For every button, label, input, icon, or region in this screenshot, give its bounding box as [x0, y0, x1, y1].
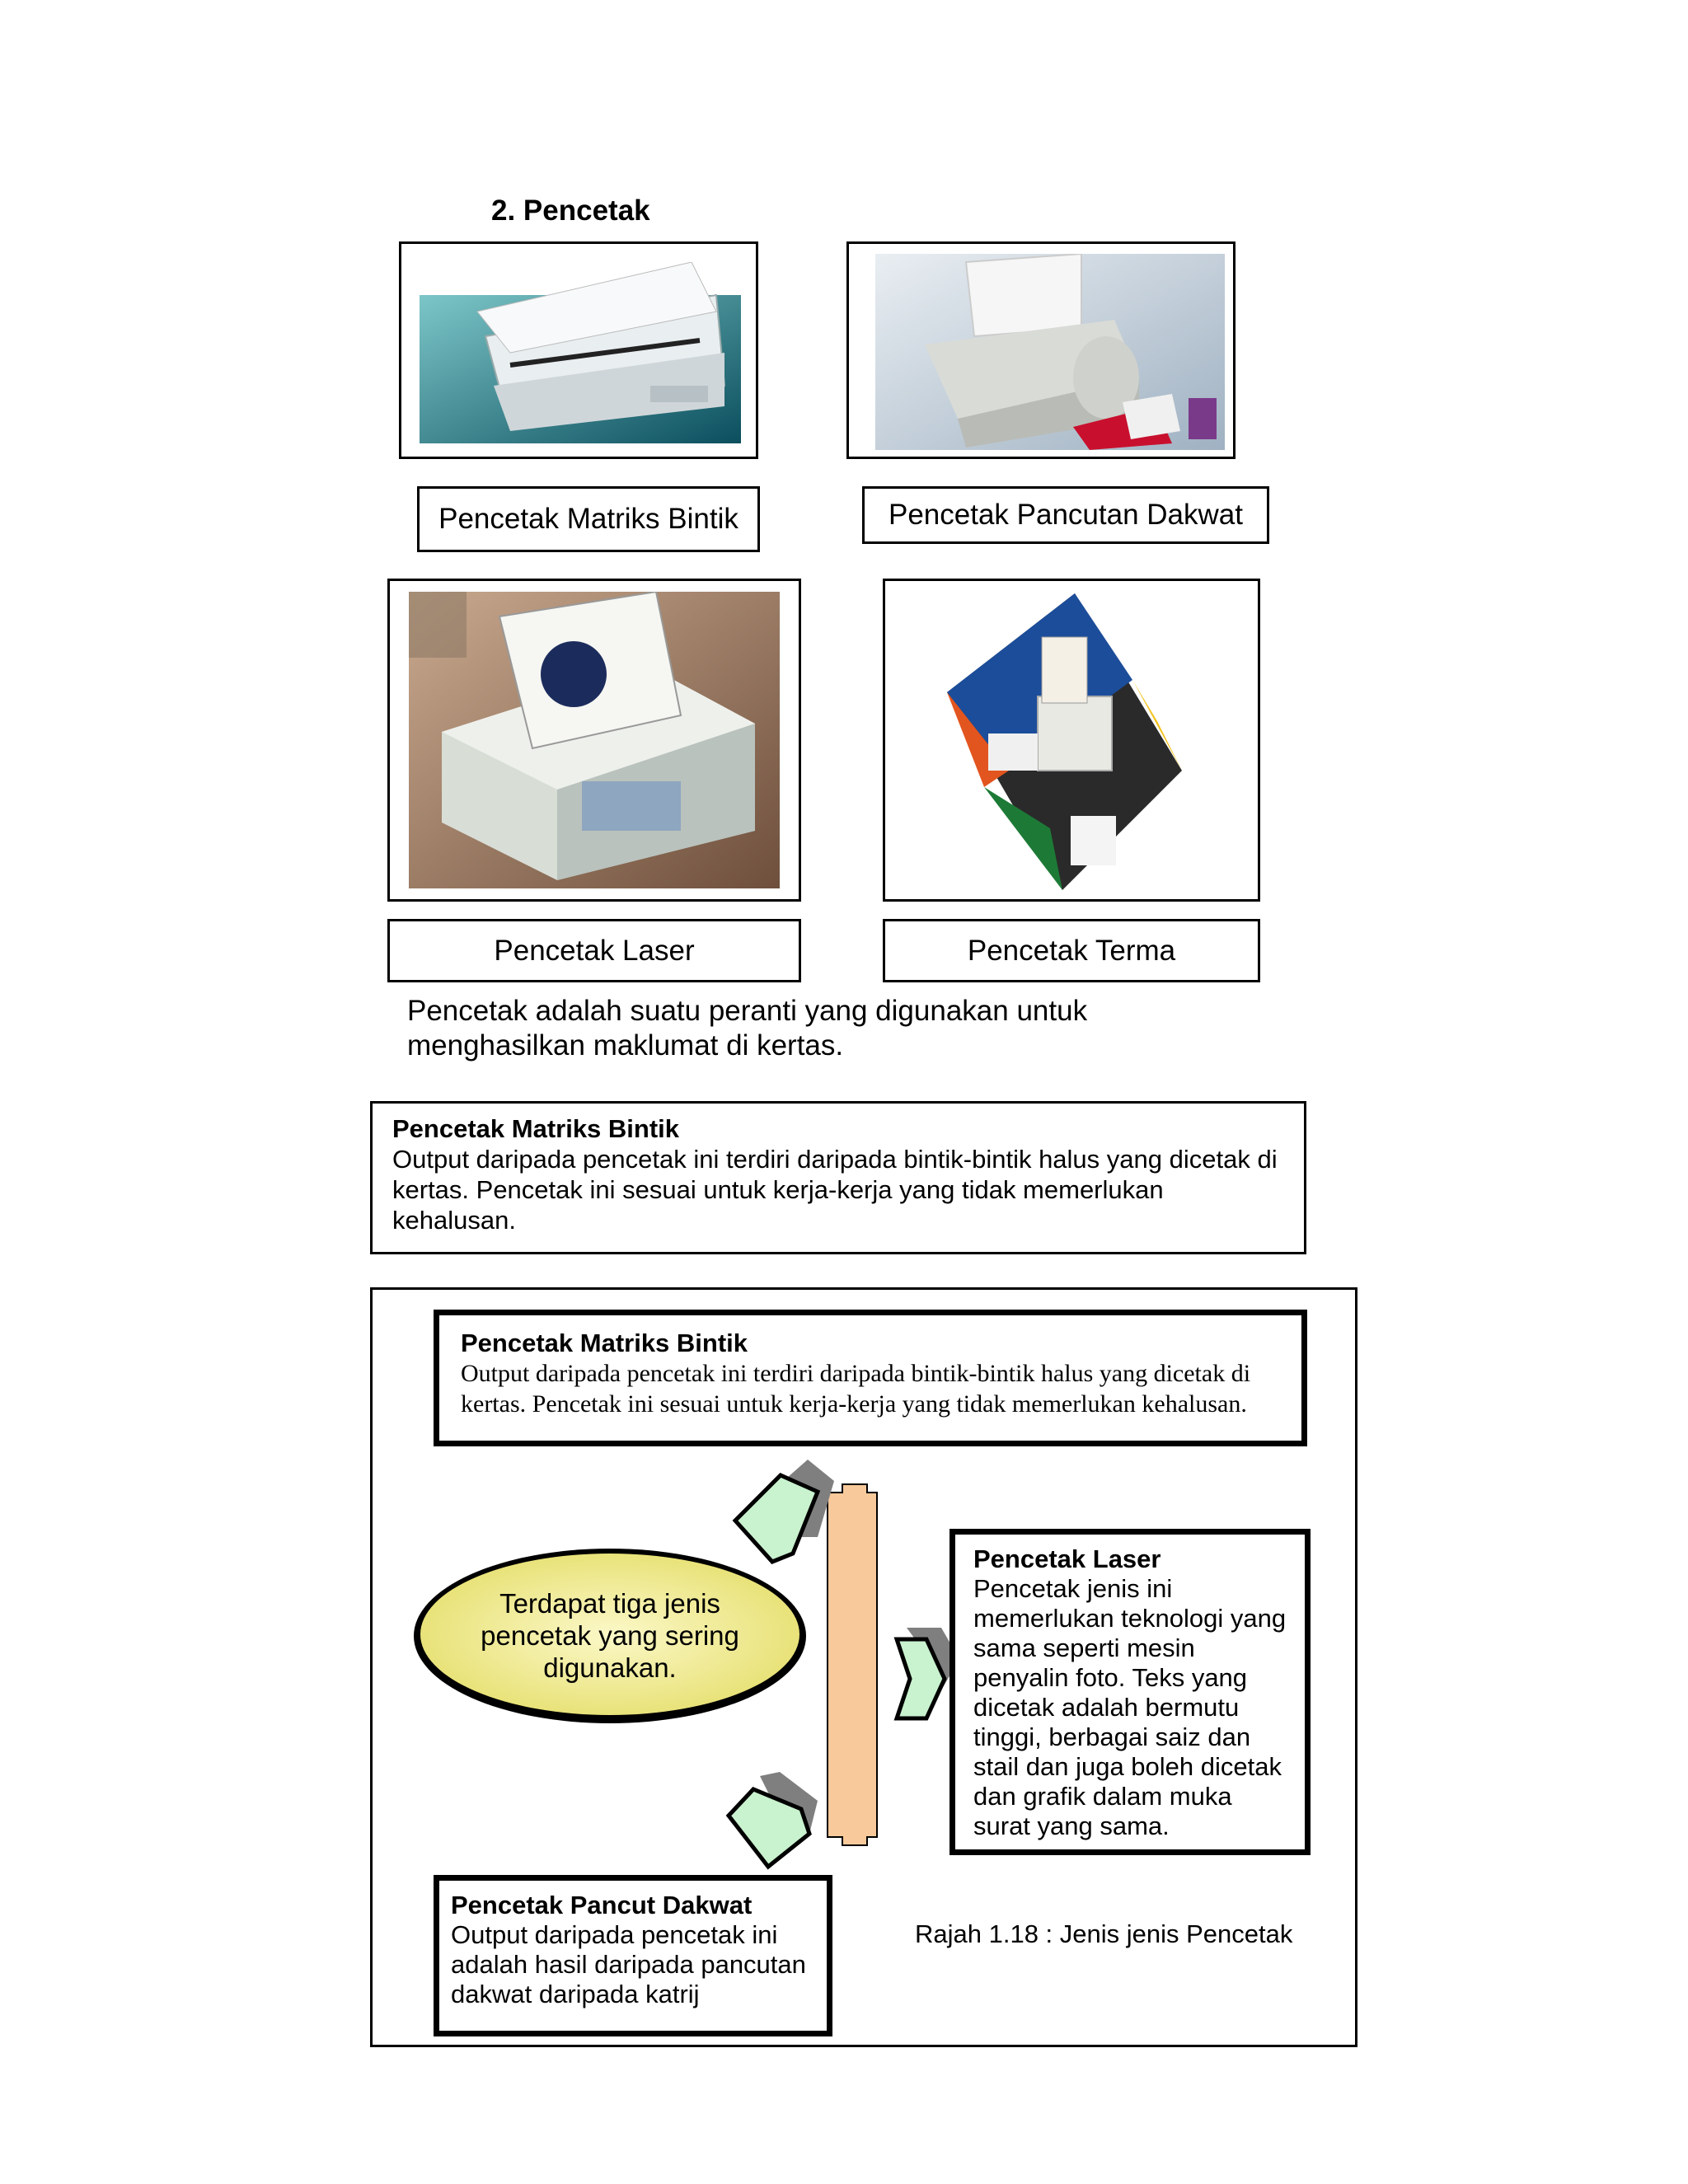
- inkjet-printer-image: [875, 254, 1225, 450]
- definition-title: Pencetak Matriks Bintik: [392, 1114, 680, 1143]
- vertical-bar-shape: [828, 1484, 877, 1845]
- figure-caption: Rajah 1.18 : Jenis jenis Pencetak: [915, 1919, 1293, 1948]
- printer-types-figure: [370, 1287, 1357, 2047]
- photo-inkjet-printer: [846, 241, 1236, 459]
- diagram-inkjet-body: Output daripada pencetak ini adalah hasil daripada pancutan dakwat daripada katrij: [451, 1920, 806, 2008]
- dot-matrix-printer-image: [420, 262, 741, 443]
- caption-inkjet: Pencetak Pancutan Dakwat: [862, 486, 1269, 544]
- photo-laser-printer: [387, 579, 801, 902]
- definition-box: [370, 1101, 1306, 1254]
- diagram-box-laser: [950, 1529, 1311, 1855]
- arrow-bottom-shape: [729, 1772, 818, 1867]
- section-heading: 2. Pencetak: [491, 194, 650, 227]
- diagram-inkjet-title: Pencetak Pancut Dakwat: [451, 1891, 753, 1919]
- photo-thermal-printer: [883, 579, 1260, 902]
- thermal-printer-image: [885, 581, 1263, 904]
- diagram-dot-matrix-title: Pencetak Matriks Bintik: [461, 1329, 748, 1357]
- laser-printer-image: [409, 592, 780, 888]
- arrow-top-shape: [735, 1460, 834, 1562]
- diagram-laser-title: Pencetak Laser: [973, 1544, 1161, 1573]
- ellipse-text: Terdapat tiga jenis pencetak yang sering digunakan.: [481, 1588, 739, 1683]
- diagram-dot-matrix-body: Output daripada pencetak ini terdiri daripada bintik-bintik halus yang dicetak di kertas. Pencetak ini sesuai untuk kerja-kerja yang tidak memerlukan kehalusan.: [461, 1360, 1251, 1418]
- definition-body: Output daripada pencetak ini terdiri daripada bintik-bintik halus yang dicetak di kertas. Pencetak ini sesuai untuk kerja-kerja yang tidak memerlukan kehalusan.: [392, 1145, 1278, 1235]
- caption-laser: Pencetak Laser: [387, 919, 801, 982]
- diagram-box-inkjet: [434, 1875, 832, 2036]
- caption-thermal: Pencetak Terma: [883, 919, 1260, 982]
- diagram-laser-body: Pencetak jenis ini memerlukan teknologi yang sama seperti mesin penyalin foto. Teks yang dicetak adalah bermutu tinggi, berbagai saiz dan stail dan juga boleh dicetak dan grafik dalam muka surat yang sama.: [973, 1574, 1287, 1840]
- intro-paragraph: Pencetak adalah suatu peranti yang digunakan untuk menghasilkan maklumat di kertas.: [407, 995, 1088, 1062]
- photo-dot-matrix-printer: [399, 241, 758, 459]
- caption-dot-matrix: Pencetak Matriks Bintik: [417, 486, 760, 552]
